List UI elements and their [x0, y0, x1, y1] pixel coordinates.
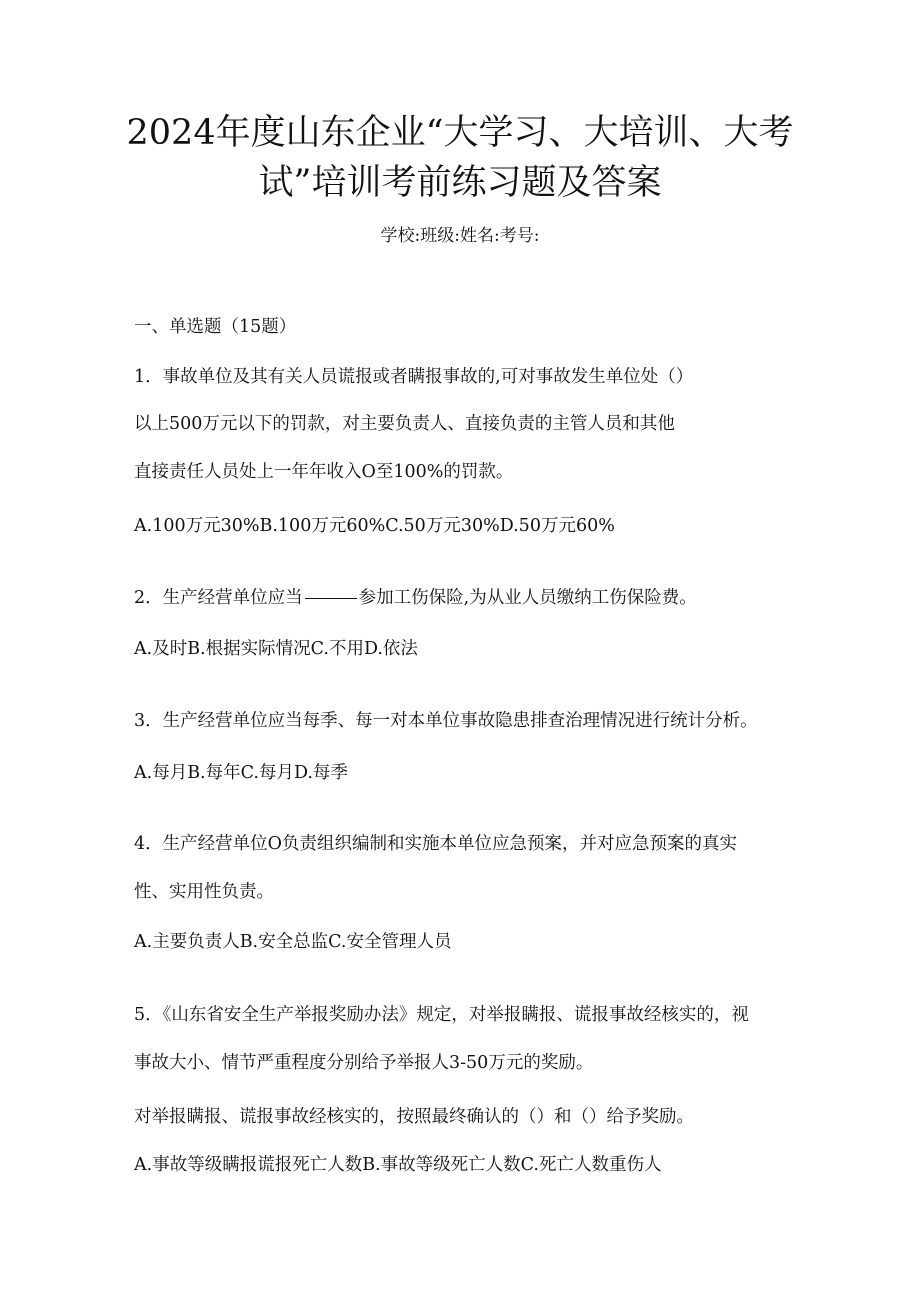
question-3-options: A.每月B.每年C.每月D.每季 — [134, 763, 348, 783]
question-1-options: A.100万元30%B.100万元60%C.50万元30%D.50万元60% — [134, 516, 615, 536]
answer-blank — [305, 598, 357, 599]
document-title-line-2: 试”培训考前练习题及答案 — [258, 163, 662, 203]
question-2-stem — [134, 586, 697, 610]
question-5-stem-line-1: 5．《山东省安全生产举报奖励办法》规定，对举报瞒报、谎报事故经核实的，视 — [134, 1005, 749, 1025]
question-2-stem-before-blank: 2．生产经营单位应当 — [134, 588, 303, 608]
question-1-stem-line-2: 以上500万元以下的罚款，对主要负责人、直接负责的主管人员和其他 — [134, 414, 675, 434]
question-5-options: A.事故等级瞒报谎报死亡人数B.事故等级死亡人数C.死亡人数重伤人 — [134, 1155, 662, 1175]
question-5-stem-line-3: 对举报瞒报、谎报事故经核实的，按照最终确认的（）和（）给予奖励。 — [134, 1107, 694, 1127]
question-1-stem-line-3: 直接责任人员处上一年年收入O至100%的罚款。 — [134, 462, 514, 482]
question-3-stem-line-1: 3．生产经营单位应当每季、每一对本单位事故隐患排查治理情况进行统计分析。 — [134, 711, 758, 731]
question-4-stem-line-1: 4．生产经营单位O负责组织编制和实施本单位应急预案，并对应急预案的真实 — [134, 834, 737, 854]
question-5-stem-line-2: 事故大小、情节严重程度分别给予举报人3-50万元的奖励。 — [134, 1053, 594, 1073]
question-2-options: A.及时B.根据实际情况C.不用D.依法 — [134, 639, 418, 659]
question-4-stem-line-2: 性、实用性负责。 — [134, 882, 274, 902]
question-4-options: A.主要负责人B.安全总监C.安全管理人员 — [134, 932, 452, 952]
question-2-stem-after-blank: 参加工伤保险,为从业人员缴纳工伤保险费。 — [358, 588, 697, 608]
student-info-line: 学校:班级:姓名:考号: — [380, 226, 540, 246]
question-1-stem-line-1: 1．事故单位及其有关人员谎报或者瞒报事故的,可对事故发生单位处（） — [134, 367, 694, 387]
section-heading: 一、单选题（15题） — [134, 317, 297, 337]
document-title-line-1: 2024年度山东企业“大学习、大培训、大考 — [126, 113, 794, 153]
